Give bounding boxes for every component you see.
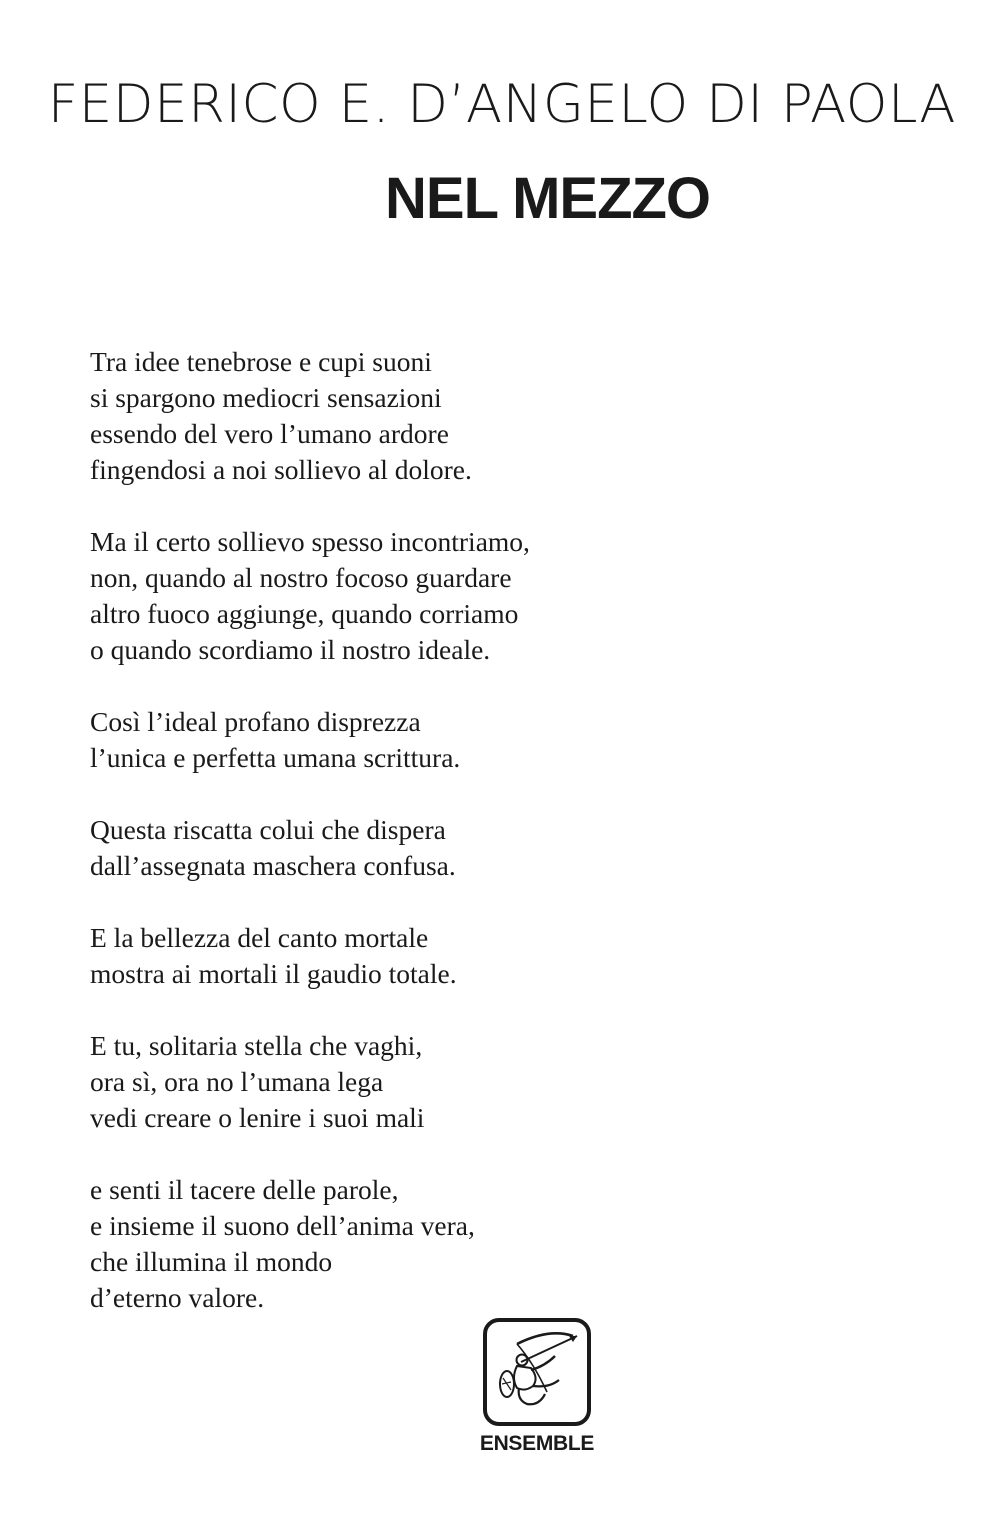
poem-line: altro fuoco aggiunge, quando corriamo [90, 598, 519, 629]
poem-stanza [90, 524, 730, 668]
poem-line: mostra ai mortali il gaudio totale. [90, 958, 457, 989]
poem [90, 344, 730, 1352]
poem-line: l’unica e perfetta umana scrittura. [90, 742, 461, 773]
poem-line: e insieme il suono dell’anima vera, [90, 1210, 475, 1241]
book-title: NEL MEZZO [385, 166, 711, 231]
poem-line: d’eterno valore. [90, 1282, 265, 1313]
poem-line: si spargono mediocri sensazioni [90, 382, 442, 413]
poem-stanza [90, 1028, 730, 1136]
poem-line: vedi creare o lenire i suoi mali [90, 1102, 425, 1133]
poem-line: dall’assegnata maschera confusa. [90, 850, 456, 881]
poem-line: fingendosi a noi sollievo al dolore. [90, 454, 472, 485]
poem-line: E la bellezza del canto mortale [90, 922, 429, 953]
poem-stanza [90, 704, 730, 776]
publisher-logo [483, 1318, 591, 1426]
poem-stanza [90, 1172, 730, 1316]
archer-icon [487, 1322, 587, 1422]
poem-stanza [90, 344, 730, 488]
author-name: FEDERICO E. D’ANGELO DI PAOLA [47, 74, 956, 135]
poem-line: E tu, solitaria stella che vaghi, [90, 1030, 423, 1061]
poem-line: o quando scordiamo il nostro ideale. [90, 634, 491, 665]
poem-stanza [90, 812, 730, 884]
poem-line: e senti il tacere delle parole, [90, 1174, 399, 1205]
poem-line: che illumina il mondo [90, 1246, 333, 1277]
poem-line: non, quando al nostro focoso guardare [90, 562, 512, 593]
poem-line: Questa riscatta colui che dispera [90, 814, 446, 845]
publisher-name: ENSEMBLE [479, 1432, 595, 1455]
poem-line: ora sì, ora no l’umana lega [90, 1066, 384, 1097]
poem-stanza [90, 920, 730, 992]
poem-line: essendo del vero l’umano ardore [90, 418, 449, 449]
poem-line: Così l’ideal profano disprezza [90, 706, 421, 737]
poem-line: Ma il certo sollievo spesso incontriamo, [90, 526, 530, 557]
poem-line: Tra idee tenebrose e cupi suoni [90, 346, 432, 377]
